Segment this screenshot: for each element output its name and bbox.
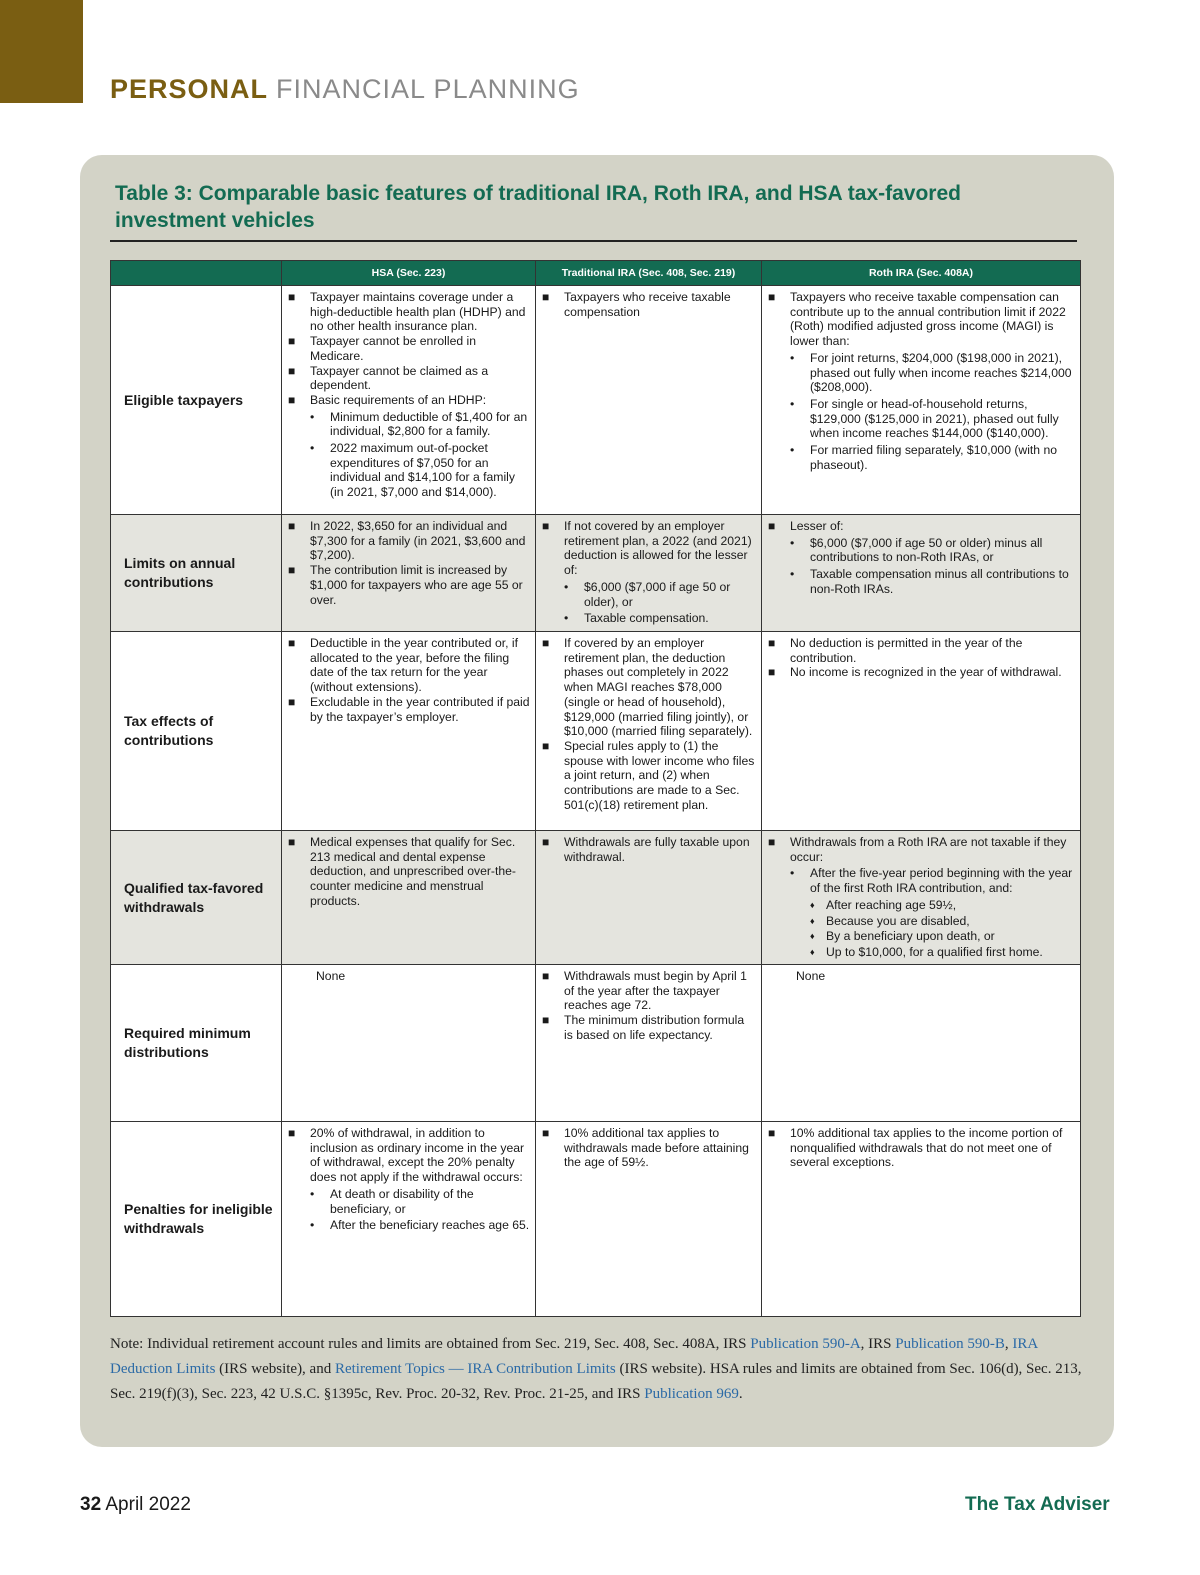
cell-hsa	[282, 1122, 536, 1317]
black-square-bullet-icon: ■	[542, 636, 550, 650]
bullet-text: The contribution limit is increased by $1,000 for taxpayers who are age 55 or over.	[310, 563, 523, 607]
bullet-item	[768, 519, 1075, 534]
bullet-item	[288, 290, 530, 334]
bullet-item	[310, 1187, 530, 1216]
row-label: Qualified tax-favored withdrawals	[111, 831, 282, 965]
row-label: Limits on annual contributions	[111, 515, 282, 632]
title-divider	[110, 240, 1077, 242]
row-label: Eligible taxpayers	[111, 286, 282, 515]
bullet-item	[810, 929, 1075, 944]
bullet-item	[542, 835, 756, 864]
cell-traditional-ira	[536, 831, 762, 965]
cell-roth-ira	[762, 286, 1081, 515]
bullet-item	[790, 443, 1075, 472]
bullet-text: 10% additional tax applies to withdrawals made before attaining the age of 59½.	[564, 1126, 749, 1170]
black-square-bullet-icon: ■	[542, 290, 550, 304]
bullet-text: For married filing separately, $10,000 (with no phaseout).	[810, 443, 1058, 472]
bullet-text: 20% of withdrawal, in addition to inclusion as ordinary income in the year of withdrawal, except the 20% penalty does not apply if the withdrawal occurs:	[310, 1126, 525, 1185]
bullet-text: Withdrawals are fully taxable upon withdrawal.	[564, 835, 750, 864]
cell-traditional-ira	[536, 1122, 762, 1317]
bullet-text: Taxpayer cannot be enrolled in Medicare.	[310, 334, 476, 363]
bullet-item	[768, 1126, 1075, 1170]
column-header-traditional-ira: Traditional IRA (Sec. 408, Sec. 219)	[536, 261, 762, 286]
black-square-bullet-icon: ■	[542, 1126, 550, 1140]
row-label: Tax effects of contributions	[111, 632, 282, 831]
table-title: Table 3: Comparable basic features of traditional IRA, Roth IRA, and HSA tax-favored investment vehicles	[115, 182, 961, 232]
bullet-text: $6,000 ($7,000 if age 50 or older) minus all contributions to non-Roth IRAs, or	[810, 535, 1043, 565]
bullet-item	[542, 636, 756, 739]
bullet-item	[810, 898, 1075, 913]
round-dot-bullet-icon: •	[310, 409, 315, 424]
bullet-text: None	[796, 969, 826, 983]
cell-text	[768, 969, 1075, 984]
round-dot-bullet-icon: •	[310, 1218, 315, 1233]
page-number: 32	[80, 1494, 102, 1515]
bullet-text: Taxable compensation minus all contributions to non-Roth IRAs.	[810, 567, 1069, 596]
reference-link[interactable]: Publication 590-A	[750, 1336, 861, 1352]
black-square-bullet-icon: ■	[288, 636, 296, 650]
note-text: (IRS website). HSA rules and limits are obtained from Sec. 106(d), Sec. 213, Sec. 219(f)(3), Sec. 223, 42 U.S.C. §1395c, Rev. Proc. 20-32, Rev. Proc. 21-25, and IRS	[110, 1361, 1082, 1402]
table-row	[111, 831, 1081, 965]
black-square-bullet-icon: ■	[288, 392, 296, 407]
note-text: , IRS	[860, 1336, 896, 1352]
reference-link[interactable]: Retirement Topics — IRA Contribution Limits	[334, 1361, 616, 1377]
round-dot-bullet-icon: •	[790, 567, 795, 582]
bullet-item	[310, 1218, 530, 1233]
header-corner-cell	[111, 261, 282, 286]
bullet-item	[768, 835, 1075, 864]
round-dot-bullet-icon: •	[564, 579, 569, 594]
small-diamond-bullet-icon: ♦	[810, 915, 815, 926]
table-header-row	[111, 261, 1081, 286]
bullet-item	[790, 536, 1075, 565]
bullet-item	[288, 519, 530, 563]
cell-traditional-ira	[536, 515, 762, 632]
bullet-item	[288, 393, 530, 408]
bullet-item	[542, 519, 756, 578]
cell-hsa	[282, 831, 536, 965]
round-dot-bullet-icon: •	[310, 441, 315, 456]
bullet-item	[310, 410, 530, 439]
black-square-bullet-icon: ■	[768, 665, 776, 680]
black-square-bullet-icon: ■	[288, 290, 296, 304]
cell-roth-ira	[762, 1122, 1081, 1317]
bullet-item	[768, 665, 1075, 680]
note-text: (IRS website), and	[215, 1361, 335, 1377]
bullet-item	[288, 334, 530, 363]
small-diamond-bullet-icon: ♦	[810, 899, 815, 910]
bullet-text: 10% additional tax applies to the income portion of nonqualified withdrawals that do not meet one of several exceptions.	[790, 1126, 1063, 1170]
column-header-roth-ira: Roth IRA (Sec. 408A)	[762, 261, 1081, 286]
bullet-text: Withdrawals from a Roth IRA are not taxable if they occur:	[790, 835, 1067, 864]
bullet-text: After reaching age 59½,	[826, 897, 957, 912]
note-text: Note: Individual retirement account rules and limits are obtained from Sec. 219, Sec. 408, Sec. 408A, IRS	[110, 1336, 751, 1352]
table-row	[111, 286, 1081, 515]
table-row	[111, 965, 1081, 1122]
bullet-text: No deduction is permitted in the year of the contribution.	[790, 636, 1023, 665]
bullet-item	[810, 945, 1075, 960]
cell-roth-ira	[762, 632, 1081, 831]
black-square-bullet-icon: ■	[288, 519, 296, 533]
bullet-text: For joint returns, $204,000 ($198,000 in 2021), phased out fully when income reaches $214,000 ($208,000).	[810, 350, 1072, 395]
bullet-item	[768, 636, 1075, 665]
black-square-bullet-icon: ■	[288, 694, 296, 709]
black-square-bullet-icon: ■	[768, 519, 776, 533]
publication-name: The Tax Adviser	[965, 1494, 1110, 1515]
black-square-bullet-icon: ■	[288, 1126, 296, 1140]
bullet-item	[768, 290, 1075, 349]
cell-hsa	[282, 632, 536, 831]
bullet-item	[542, 1126, 756, 1170]
bullet-text: By a beneficiary upon death, or	[826, 929, 995, 944]
bullet-text: Medical expenses that qualify for Sec. 213 medical and dental expense deduction, and unprescribed over-the-counter medicine and menstrual products.	[310, 835, 516, 908]
bullet-item	[542, 739, 756, 813]
bullet-text: Deductible in the year contributed or, if allocated to the year, before the filing date of the tax return for the year (without extensions).	[310, 636, 518, 695]
note-text: ,	[1004, 1336, 1013, 1352]
comparison-table	[110, 260, 1081, 1317]
section-header-bold: PERSONAL	[110, 74, 269, 104]
bullet-item	[310, 441, 530, 500]
bullet-text: Lesser of:	[790, 519, 844, 533]
bullet-text: $6,000 ($7,000 if age 50 or older), or	[584, 579, 731, 609]
black-square-bullet-icon: ■	[542, 738, 550, 753]
table-row	[111, 632, 1081, 831]
bullet-text: If covered by an employer retirement plan, the deduction phases out completely in 2022 when MAGI reaches $78,000 (single or head of household), $129,000 (married filing jointly), or $10,000 (married filing separately).	[564, 636, 753, 739]
bullet-text: Withdrawals must begin by April 1 of the year after the taxpayer reaches age 72.	[564, 969, 747, 1013]
row-label: Required minimum distributions	[111, 965, 282, 1122]
bullet-item	[288, 695, 530, 724]
black-square-bullet-icon: ■	[542, 969, 550, 983]
bullet-text: No income is recognized in the year of withdrawal.	[790, 665, 1062, 680]
black-square-bullet-icon: ■	[768, 290, 776, 304]
bullet-item	[790, 866, 1075, 895]
bullet-item	[564, 580, 756, 609]
corner-color-block	[0, 0, 83, 103]
bullet-item	[564, 611, 756, 626]
bullet-text: In 2022, $3,650 for an individual and $7,300 for a family (in 2021, $3,600 and $7,200).	[310, 519, 526, 563]
issue-date: April 2022	[105, 1494, 191, 1515]
small-diamond-bullet-icon: ♦	[810, 946, 815, 957]
bullet-text: After the five-year period beginning with the year of the first Roth IRA contribution, and:	[810, 866, 1073, 896]
small-diamond-bullet-icon: ♦	[810, 931, 815, 942]
bullet-text: Minimum deductible of $1,400 for an individual, $2,800 for a family.	[330, 409, 528, 439]
cell-hsa	[282, 965, 536, 1122]
black-square-bullet-icon: ■	[768, 1126, 776, 1140]
cell-traditional-ira	[536, 965, 762, 1122]
bullet-item	[542, 290, 756, 319]
bullet-item	[288, 835, 530, 909]
bullet-item	[542, 969, 756, 1013]
black-square-bullet-icon: ■	[542, 519, 550, 533]
cell-hsa	[282, 286, 536, 515]
bullet-text: Up to $10,000, for a qualified first home.	[826, 944, 1043, 959]
bullet-item	[810, 914, 1075, 929]
round-dot-bullet-icon: •	[564, 611, 569, 626]
round-dot-bullet-icon: •	[790, 396, 795, 411]
bullet-item	[542, 1013, 756, 1042]
bullet-text: None	[316, 969, 346, 983]
reference-link[interactable]: Publication 969	[644, 1386, 739, 1402]
cell-hsa	[282, 515, 536, 632]
black-square-bullet-icon: ■	[288, 334, 296, 349]
bullet-text: Taxpayers who receive taxable compensation	[564, 290, 731, 319]
table-note	[110, 1332, 1085, 1407]
reference-link[interactable]: IRA Deduction Limits	[110, 1336, 1038, 1377]
cell-text	[288, 969, 530, 984]
bullet-text: The minimum distribution formula is based on life expectancy.	[564, 1013, 745, 1042]
bullet-item	[790, 351, 1075, 395]
bullet-text: Special rules apply to (1) the spouse with lower income who files a joint return, and (2) when contributions are made to a Sec. 501(c)(18) retirement plan.	[564, 738, 755, 812]
cell-roth-ira	[762, 831, 1081, 965]
bullet-text: Because you are disabled,	[826, 913, 970, 928]
round-dot-bullet-icon: •	[790, 443, 795, 458]
black-square-bullet-icon: ■	[542, 835, 550, 849]
bullet-item	[288, 1126, 530, 1185]
row-label: Penalties for ineligible withdrawals	[111, 1122, 282, 1317]
bullet-text: For single or head-of-household returns, $129,000 ($125,000 in 2021), phased out fully when income reaches $144,000 ($140,000).	[810, 396, 1059, 441]
table-row	[111, 1122, 1081, 1317]
cell-roth-ira	[762, 965, 1081, 1122]
black-square-bullet-icon: ■	[542, 1013, 550, 1028]
page-footer	[80, 1494, 191, 1516]
round-dot-bullet-icon: •	[790, 350, 795, 365]
bullet-item	[790, 397, 1075, 441]
round-dot-bullet-icon: •	[790, 866, 795, 881]
black-square-bullet-icon: ■	[288, 563, 296, 578]
black-square-bullet-icon: ■	[288, 363, 296, 378]
bullet-text: If not covered by an employer retirement plan, a 2022 (and 2021) deduction is allowed for the lesser of:	[564, 519, 752, 578]
bullet-item	[288, 563, 530, 607]
bullet-item	[288, 636, 530, 695]
round-dot-bullet-icon: •	[790, 535, 795, 550]
reference-link[interactable]: Publication 590-B	[895, 1336, 1005, 1352]
bullet-item	[790, 567, 1075, 596]
bullet-text: Basic requirements of an HDHP:	[310, 392, 487, 407]
black-square-bullet-icon: ■	[768, 835, 776, 849]
note-text: .	[738, 1386, 743, 1402]
round-dot-bullet-icon: •	[310, 1186, 315, 1201]
cell-traditional-ira	[536, 286, 762, 515]
bullet-text: At death or disability of the beneficiary, or	[330, 1186, 474, 1216]
table-row	[111, 515, 1081, 632]
bullet-text: Taxpayer maintains coverage under a high-deductible health plan (HDHP) and no other health insurance plan.	[310, 290, 526, 334]
bullet-text: After the beneficiary reaches age 65.	[330, 1218, 530, 1233]
bullet-text: Taxable compensation.	[584, 611, 709, 626]
column-header-hsa: HSA (Sec. 223)	[282, 261, 536, 286]
bullet-item	[288, 364, 530, 393]
bullet-text: Taxpayer cannot be claimed as a dependent.	[310, 363, 489, 393]
black-square-bullet-icon: ■	[288, 835, 296, 849]
cell-traditional-ira	[536, 632, 762, 831]
bullet-text: 2022 maximum out-of-pocket expenditures of $7,050 for an individual and $14,100 for a family (in 2021, $7,000 and $14,000).	[330, 441, 515, 500]
section-header	[110, 74, 580, 105]
section-header-light: FINANCIAL PLANNING	[276, 74, 580, 104]
bullet-text: Excludable in the year contributed if paid by the taxpayer’s employer.	[310, 694, 530, 724]
bullet-text: Taxpayers who receive taxable compensation can contribute up to the annual contribution limit if 2022 (Roth) modified adjusted gross income (MAGI) is lower than:	[790, 290, 1066, 349]
black-square-bullet-icon: ■	[768, 636, 776, 650]
cell-roth-ira	[762, 515, 1081, 632]
